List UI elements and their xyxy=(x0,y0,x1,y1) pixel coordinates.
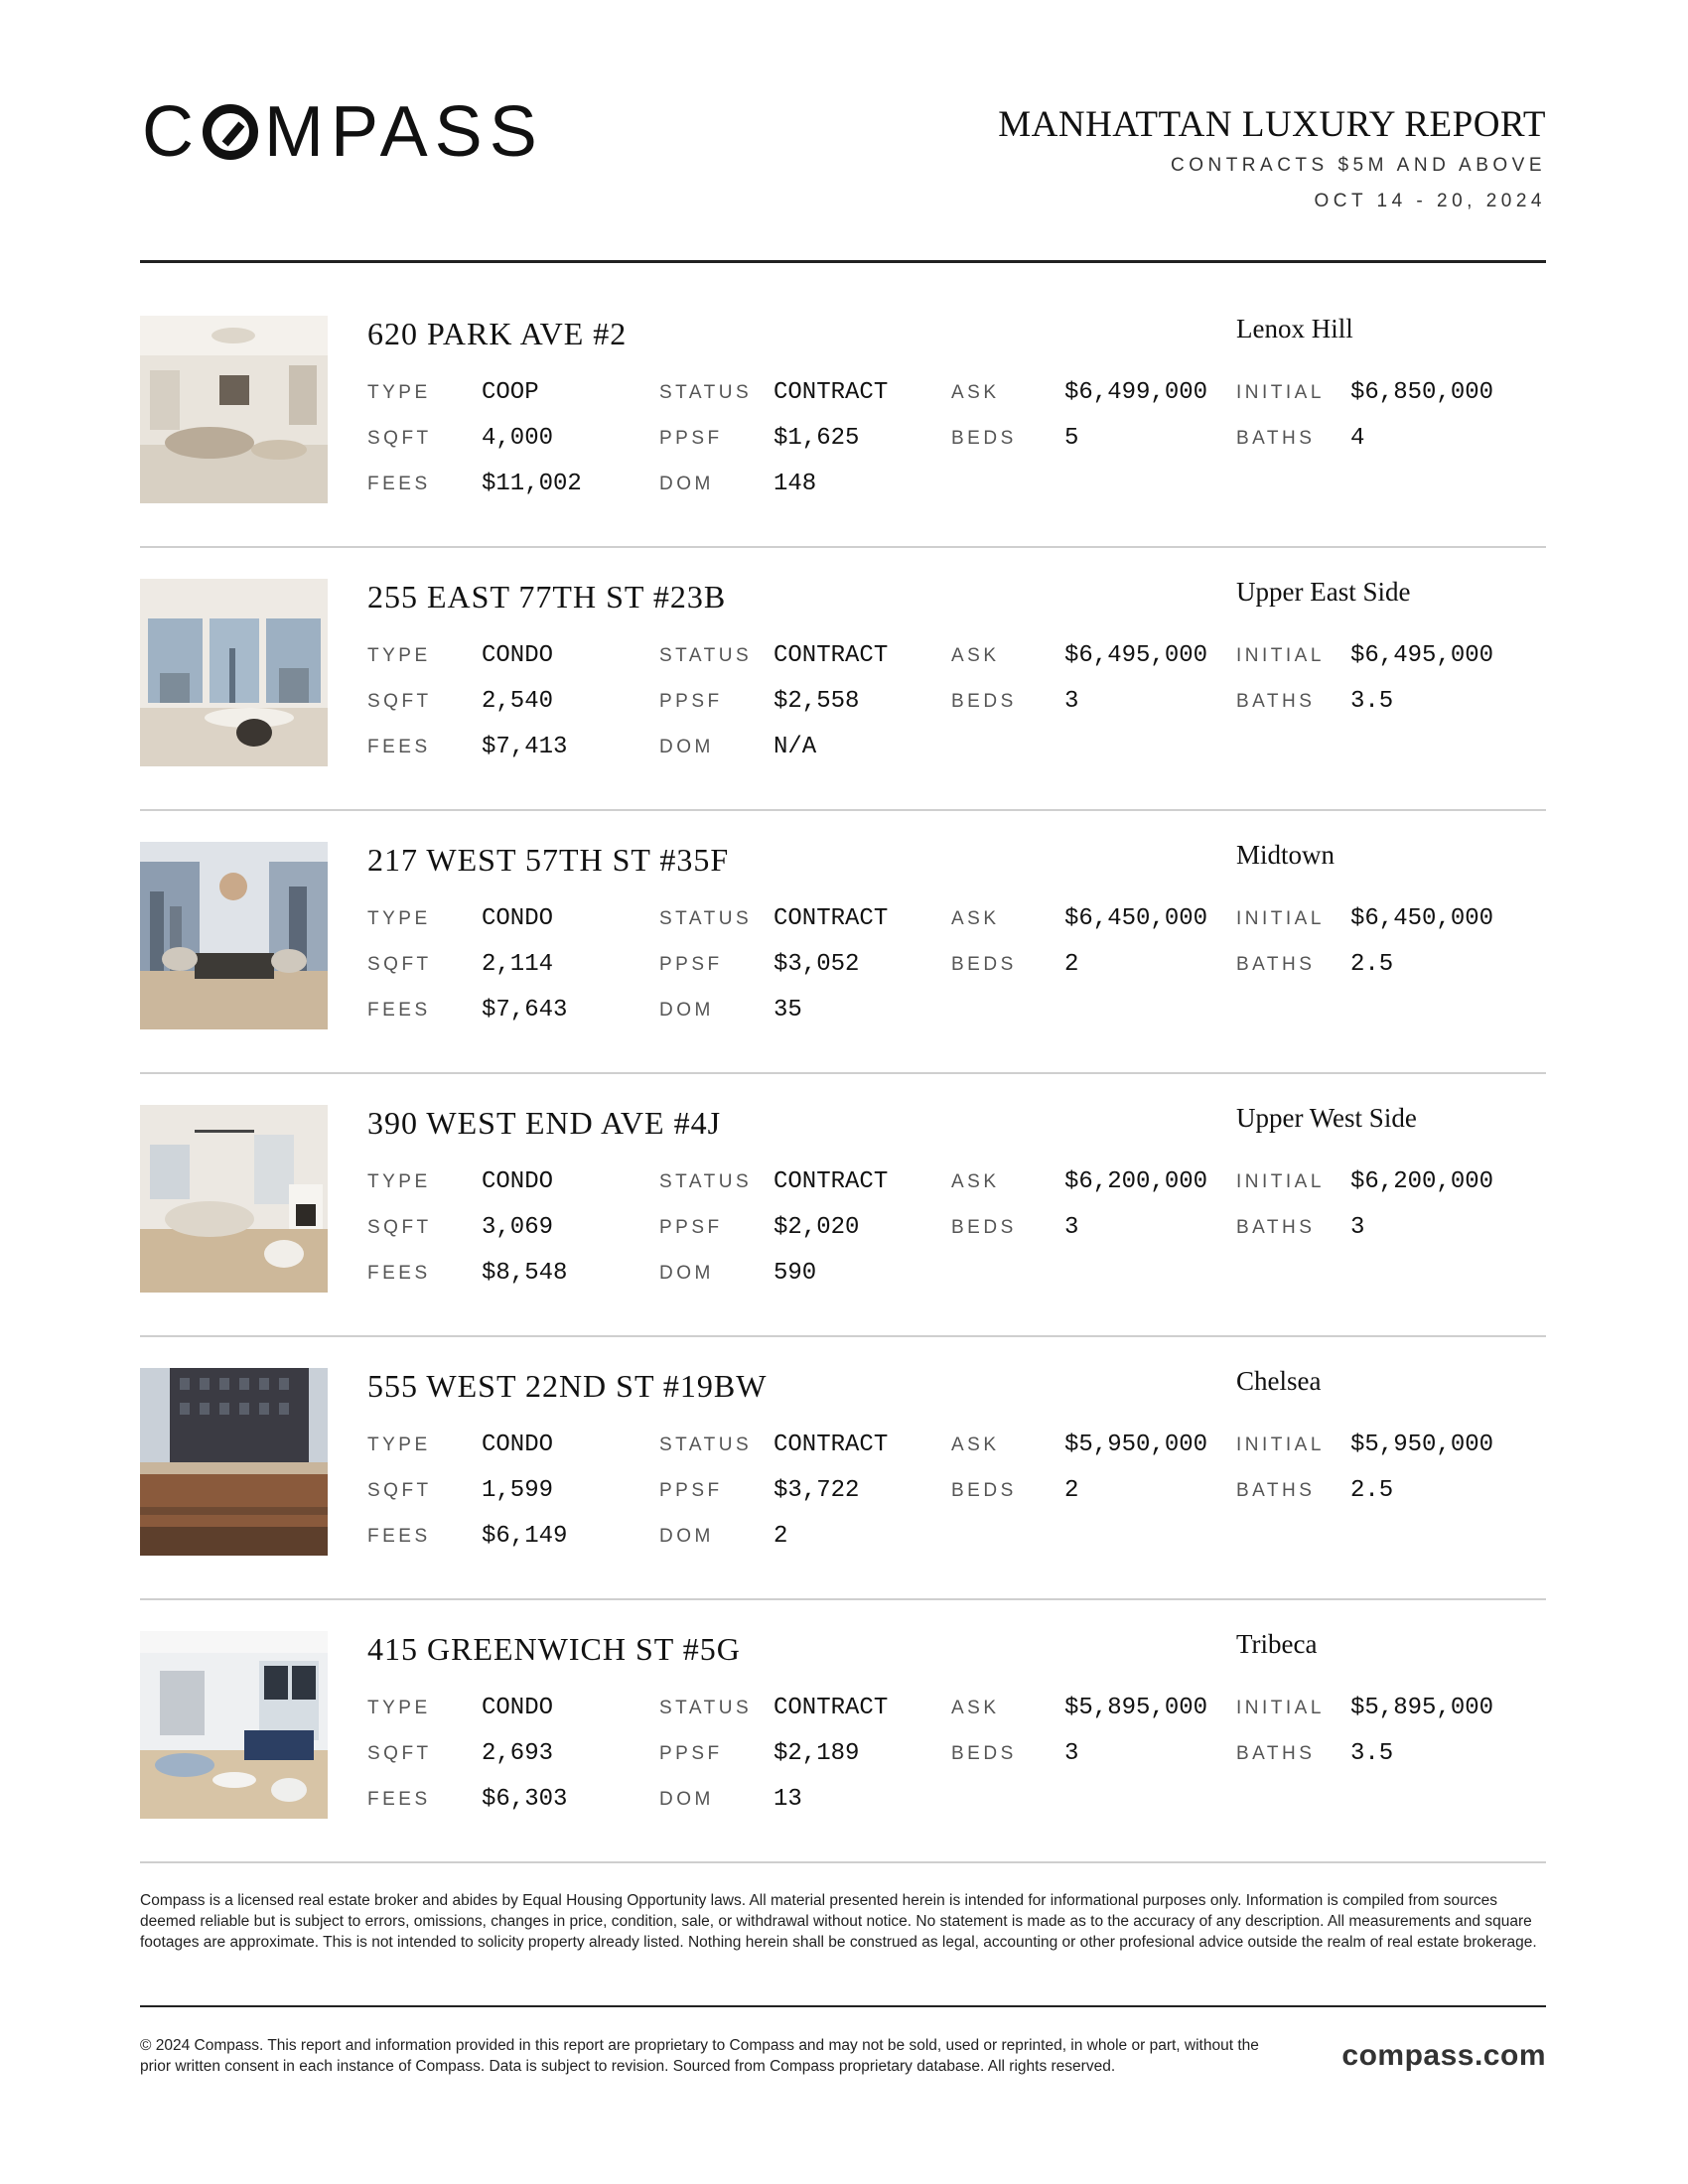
initial-label: INITIAL xyxy=(1236,382,1325,403)
fees-value: $6,149 xyxy=(482,1523,568,1550)
listing-neighborhood: Chelsea xyxy=(1236,1366,1322,1396)
type-value: CONDO xyxy=(482,1695,554,1721)
sqft-value: 3,069 xyxy=(482,1214,554,1241)
fees-value: $7,413 xyxy=(482,734,568,760)
ppsf-label: PPSF xyxy=(659,1743,723,1764)
listing-divider xyxy=(140,1335,1546,1337)
listing-neighborhood: Lenox Hill xyxy=(1236,314,1353,343)
ask-value: $6,495,000 xyxy=(1064,642,1208,669)
sqft-value: 2,114 xyxy=(482,951,554,978)
ask-value: $6,499,000 xyxy=(1064,379,1208,406)
listing-address[interactable]: 217 WEST 57TH ST #35F xyxy=(367,842,730,878)
status-label: STATUS xyxy=(659,908,753,929)
fees-label: FEES xyxy=(367,1263,431,1284)
listing-row[interactable] xyxy=(140,316,1546,578)
beds-label: BEDS xyxy=(951,1743,1017,1764)
fees-value: $8,548 xyxy=(482,1260,568,1287)
ppsf-value: $2,558 xyxy=(774,688,860,715)
status-value: CONTRACT xyxy=(774,642,889,669)
type-value: CONDO xyxy=(482,1168,554,1195)
beds-value: 3 xyxy=(1064,1740,1079,1767)
dom-label: DOM xyxy=(659,1526,714,1547)
listing-neighborhood: Midtown xyxy=(1236,840,1336,870)
beds-value: 3 xyxy=(1064,1214,1079,1241)
baths-value: 3.5 xyxy=(1350,1740,1394,1767)
listing-photo[interactable] xyxy=(140,1105,328,1293)
sqft-value: 2,540 xyxy=(482,688,554,715)
listing-photo[interactable] xyxy=(140,842,328,1029)
report-header xyxy=(140,92,1546,211)
listing-divider xyxy=(140,1861,1546,1863)
sqft-value: 2,693 xyxy=(482,1740,554,1767)
listing-row[interactable] xyxy=(140,1105,1546,1367)
fees-label: FEES xyxy=(367,1526,431,1547)
status-value: CONTRACT xyxy=(774,905,889,932)
header-divider xyxy=(140,260,1546,263)
initial-label: INITIAL xyxy=(1236,1698,1325,1718)
sqft-value: 1,599 xyxy=(482,1477,554,1504)
type-value: CONDO xyxy=(482,1432,554,1458)
type-label: TYPE xyxy=(367,645,431,666)
baths-value: 3 xyxy=(1350,1214,1365,1241)
type-value: COOP xyxy=(482,379,539,406)
status-label: STATUS xyxy=(659,1698,753,1718)
sqft-label: SQFT xyxy=(367,954,432,975)
dom-label: DOM xyxy=(659,1000,714,1021)
listing-row[interactable] xyxy=(140,842,1546,1104)
beds-label: BEDS xyxy=(951,1480,1017,1501)
ask-label: ASK xyxy=(951,382,1000,403)
listing-address[interactable]: 255 EAST 77TH ST #23B xyxy=(367,579,727,614)
disclaimer-text: Compass is a licensed real estate broker and abides by Equal Housing Opportunity laws. All material presented herein is intended for informational purposes only. Information is compiled from sources deemed reliable but is subject to errors, omissions, changes in price, condition, sale, or withdrawal without notice. No statement is made as to the accuracy of any description. All measurements and square footages are approximate. This is not intended to solicity property already listed. Nothing herein shall be construed as legal, accounting or other profesional advice outside the realm of real estate brokerage. xyxy=(140,1892,1537,1951)
listing-row[interactable] xyxy=(140,579,1546,841)
listing-photo[interactable] xyxy=(140,1368,328,1556)
type-label: TYPE xyxy=(367,1171,431,1192)
listing-photo[interactable] xyxy=(140,579,328,766)
listing-address[interactable]: 415 GREENWICH ST #5G xyxy=(367,1631,741,1667)
report-subtitle: CONTRACTS $5M AND ABOVE xyxy=(1170,155,1546,176)
status-label: STATUS xyxy=(659,1171,753,1192)
compass-logo: C MPASS xyxy=(142,92,544,172)
baths-label: BATHS xyxy=(1236,954,1316,975)
ask-label: ASK xyxy=(951,1434,1000,1455)
listing-divider xyxy=(140,1598,1546,1600)
status-value: CONTRACT xyxy=(774,1695,889,1721)
website-link[interactable]: compass.com xyxy=(1341,2039,1546,2072)
status-label: STATUS xyxy=(659,1434,753,1455)
ask-value: $5,895,000 xyxy=(1064,1695,1208,1721)
initial-label: INITIAL xyxy=(1236,645,1325,666)
beds-label: BEDS xyxy=(951,691,1017,712)
dom-value: 148 xyxy=(774,471,817,497)
sqft-label: SQFT xyxy=(367,1480,432,1501)
baths-label: BATHS xyxy=(1236,1480,1316,1501)
dom-value: 2 xyxy=(774,1523,788,1550)
ppsf-label: PPSF xyxy=(659,691,723,712)
dom-label: DOM xyxy=(659,737,714,757)
dom-value: N/A xyxy=(774,734,817,760)
type-value: CONDO xyxy=(482,905,554,932)
type-label: TYPE xyxy=(367,382,431,403)
initial-value: $6,850,000 xyxy=(1350,379,1494,406)
beds-label: BEDS xyxy=(951,428,1017,449)
listing-address[interactable]: 555 WEST 22ND ST #19BW xyxy=(367,1368,768,1404)
initial-value: $6,450,000 xyxy=(1350,905,1494,932)
status-value: CONTRACT xyxy=(774,1168,889,1195)
listing-neighborhood: Tribeca xyxy=(1236,1629,1318,1659)
initial-value: $5,895,000 xyxy=(1350,1695,1494,1721)
ask-label: ASK xyxy=(951,645,1000,666)
beds-label: BEDS xyxy=(951,954,1017,975)
fees-label: FEES xyxy=(367,474,431,494)
report-page xyxy=(140,0,1546,2184)
baths-value: 3.5 xyxy=(1350,688,1394,715)
baths-value: 4 xyxy=(1350,425,1365,452)
ppsf-value: $3,052 xyxy=(774,951,860,978)
initial-label: INITIAL xyxy=(1236,1171,1325,1192)
ask-label: ASK xyxy=(951,1698,1000,1718)
footer-divider xyxy=(140,2005,1546,2007)
ppsf-value: $2,189 xyxy=(774,1740,860,1767)
sqft-label: SQFT xyxy=(367,691,432,712)
listing-photo[interactable] xyxy=(140,1631,328,1819)
listing-address[interactable]: 390 WEST END AVE #4J xyxy=(367,1105,722,1141)
listing-row[interactable] xyxy=(140,1631,1546,1893)
report-title: MANHATTAN LUXURY REPORT xyxy=(998,104,1546,145)
dom-label: DOM xyxy=(659,474,714,494)
ask-label: ASK xyxy=(951,1171,1000,1192)
listing-neighborhood: Upper East Side xyxy=(1236,577,1411,607)
listing-neighborhood: Upper West Side xyxy=(1236,1103,1417,1133)
fees-value: $6,303 xyxy=(482,1786,568,1813)
sqft-label: SQFT xyxy=(367,1217,432,1238)
status-label: STATUS xyxy=(659,382,753,403)
initial-label: INITIAL xyxy=(1236,908,1325,929)
listing-divider xyxy=(140,809,1546,811)
beds-value: 2 xyxy=(1064,951,1079,978)
fees-label: FEES xyxy=(367,737,431,757)
type-value: CONDO xyxy=(482,642,554,669)
compass-o-icon xyxy=(203,104,258,160)
type-label: TYPE xyxy=(367,1698,431,1718)
status-value: CONTRACT xyxy=(774,1432,889,1458)
ppsf-label: PPSF xyxy=(659,954,723,975)
type-label: TYPE xyxy=(367,908,431,929)
status-label: STATUS xyxy=(659,645,753,666)
type-label: TYPE xyxy=(367,1434,431,1455)
ppsf-label: PPSF xyxy=(659,428,723,449)
sqft-value: 4,000 xyxy=(482,425,554,452)
listing-divider xyxy=(140,546,1546,548)
baths-label: BATHS xyxy=(1236,691,1316,712)
copyright-text: © 2024 Compass. This report and information provided in this report are proprietary to Compass and may not be sold, used or reprinted, in whole or part, without the prior written consent in each instance of Compass. Data is subject to revision. Sourced from Compass proprietary database. All rights reserved. xyxy=(140,2037,1259,2075)
status-value: CONTRACT xyxy=(774,379,889,406)
fees-label: FEES xyxy=(367,1789,431,1810)
ask-label: ASK xyxy=(951,908,1000,929)
initial-value: $5,950,000 xyxy=(1350,1432,1494,1458)
baths-label: BATHS xyxy=(1236,1743,1316,1764)
initial-value: $6,495,000 xyxy=(1350,642,1494,669)
ask-value: $6,450,000 xyxy=(1064,905,1208,932)
dom-label: DOM xyxy=(659,1263,714,1284)
dom-value: 13 xyxy=(774,1786,802,1813)
baths-label: BATHS xyxy=(1236,1217,1316,1238)
ppsf-value: $1,625 xyxy=(774,425,860,452)
ppsf-label: PPSF xyxy=(659,1217,723,1238)
listing-row[interactable] xyxy=(140,1368,1546,1630)
fees-label: FEES xyxy=(367,1000,431,1021)
baths-value: 2.5 xyxy=(1350,951,1394,978)
beds-value: 5 xyxy=(1064,425,1079,452)
dom-value: 590 xyxy=(774,1260,817,1287)
sqft-label: SQFT xyxy=(367,428,432,449)
fees-value: $11,002 xyxy=(482,471,582,497)
baths-value: 2.5 xyxy=(1350,1477,1394,1504)
ppsf-label: PPSF xyxy=(659,1480,723,1501)
ppsf-value: $3,722 xyxy=(774,1477,860,1504)
listing-photo[interactable] xyxy=(140,316,328,503)
report-date-range: OCT 14 - 20, 2024 xyxy=(1314,191,1546,211)
baths-label: BATHS xyxy=(1236,428,1316,449)
listing-address[interactable]: 620 PARK AVE #2 xyxy=(367,316,628,351)
sqft-label: SQFT xyxy=(367,1743,432,1764)
dom-label: DOM xyxy=(659,1789,714,1810)
ask-value: $6,200,000 xyxy=(1064,1168,1208,1195)
beds-label: BEDS xyxy=(951,1217,1017,1238)
ppsf-value: $2,020 xyxy=(774,1214,860,1241)
beds-value: 2 xyxy=(1064,1477,1079,1504)
fees-value: $7,643 xyxy=(482,997,568,1024)
dom-value: 35 xyxy=(774,997,802,1024)
initial-label: INITIAL xyxy=(1236,1434,1325,1455)
initial-value: $6,200,000 xyxy=(1350,1168,1494,1195)
ask-value: $5,950,000 xyxy=(1064,1432,1208,1458)
listing-divider xyxy=(140,1072,1546,1074)
beds-value: 3 xyxy=(1064,688,1079,715)
